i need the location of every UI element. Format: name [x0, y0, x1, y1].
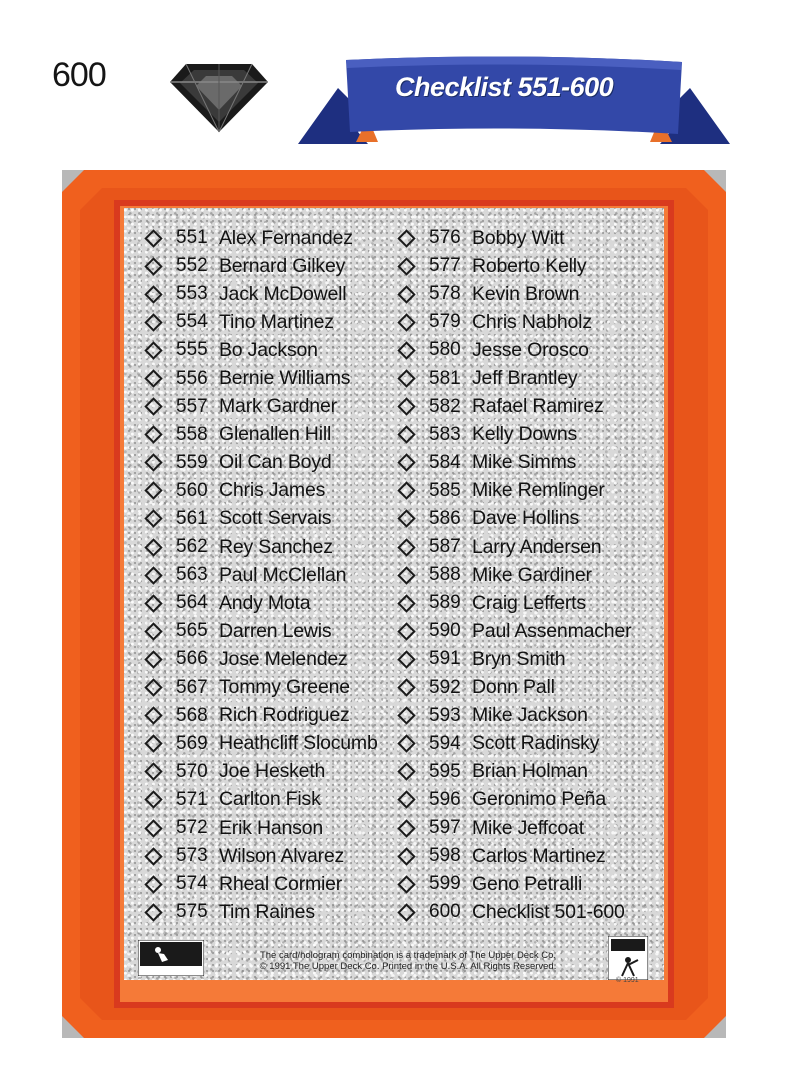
card-item-number: 552 [176, 255, 208, 277]
mlbpa-logo [608, 936, 648, 980]
checklist-item [397, 280, 631, 308]
checklist-item [397, 252, 631, 280]
player-name: Oil Can Boyd [219, 451, 332, 474]
checkbox-diamond-icon [397, 594, 415, 612]
card-item-number: 569 [176, 732, 208, 754]
checkbox-diamond-icon [144, 426, 162, 444]
player-name: Paul Assenmacher [472, 619, 632, 642]
checklist-item [144, 617, 378, 645]
checklist-item [397, 449, 631, 477]
checklist-item [397, 842, 631, 870]
checklist-item [144, 786, 378, 814]
checklist-item [144, 758, 378, 786]
player-name: Jack McDowell [219, 282, 347, 305]
checklist-item [144, 730, 378, 758]
player-name: Jeff Brantley [472, 367, 578, 390]
player-name: Wilson Alvarez [219, 844, 345, 867]
player-name: Craig Lefferts [472, 591, 586, 614]
checkbox-diamond-icon [144, 229, 162, 247]
checkbox-diamond-icon [144, 819, 162, 837]
checkbox-diamond-icon [144, 763, 162, 781]
checkbox-diamond-icon [397, 875, 415, 893]
checkbox-diamond-icon [144, 257, 162, 275]
checklist-item [144, 252, 378, 280]
checkbox-diamond-icon [397, 706, 415, 724]
player-name: Roberto Kelly [472, 254, 587, 277]
checklist-item [144, 561, 378, 589]
player-name: Bernie Williams [219, 367, 351, 390]
player-name: Bo Jackson [219, 338, 318, 361]
player-name: Chris Nabholz [472, 310, 592, 333]
player-name: Jesse Orosco [472, 338, 589, 361]
player-name: Darren Lewis [219, 619, 332, 642]
checkbox-diamond-icon [397, 678, 415, 696]
checklist-item [397, 364, 631, 392]
checklist-item [144, 364, 378, 392]
player-name: Joe Hesketh [219, 760, 326, 783]
checklist-item [397, 645, 631, 673]
checkbox-diamond-icon [397, 650, 415, 668]
checkbox-diamond-icon [397, 229, 415, 247]
checkbox-diamond-icon [397, 369, 415, 387]
checklist-item [144, 533, 378, 561]
checkbox-diamond-icon [397, 819, 415, 837]
card-item-number: 573 [176, 845, 208, 867]
checkbox-diamond-icon [144, 369, 162, 387]
checkbox-diamond-icon [397, 454, 415, 472]
checkbox-diamond-icon [144, 482, 162, 500]
checkbox-diamond-icon [397, 341, 415, 359]
checkbox-diamond-icon [144, 847, 162, 865]
card-item-number: 565 [176, 620, 208, 642]
player-name: Bernard Gilkey [219, 254, 346, 277]
checkbox-diamond-icon [144, 538, 162, 556]
card-item-number: 571 [176, 788, 208, 810]
card-item-number: 567 [176, 676, 208, 698]
card-item-number: 556 [176, 367, 208, 389]
card-item-number: 557 [176, 395, 208, 417]
player-name: Jose Melendez [219, 647, 348, 670]
card-item-number: 594 [429, 732, 461, 754]
player-name: Paul McClellan [219, 563, 347, 586]
checklist-item [144, 870, 378, 898]
checklist-item [397, 674, 631, 702]
checkbox-diamond-icon [144, 622, 162, 640]
card-item-number: 576 [429, 227, 461, 249]
card-item-number: 580 [429, 339, 461, 361]
card-item-number: 578 [429, 283, 461, 305]
card-item-number: 586 [429, 507, 461, 529]
player-name: Erik Hanson [219, 816, 324, 839]
card-item-number: 568 [176, 704, 208, 726]
player-name: Mike Simms [472, 451, 577, 474]
player-name: Mike Jeffcoat [472, 816, 584, 839]
legal-line-1: The card/hologram combination is a trademark of The Upper Deck Co. [259, 950, 557, 961]
player-name: Alex Fernandez [219, 226, 353, 249]
checkbox-diamond-icon [144, 791, 162, 809]
checklist-item [397, 561, 631, 589]
checklist-item [144, 308, 378, 336]
card-item-number: 575 [176, 901, 208, 923]
checkbox-diamond-icon [397, 510, 415, 528]
player-name: Tino Martinez [219, 310, 334, 333]
checklist-item [397, 589, 631, 617]
checklist-item [397, 421, 631, 449]
player-name: Larry Andersen [472, 535, 602, 558]
checkbox-diamond-icon [397, 903, 415, 921]
player-name: Tim Raines [219, 900, 315, 923]
checkbox-diamond-icon [144, 285, 162, 303]
card-item-number: 574 [176, 873, 208, 895]
card-item-number: 564 [176, 592, 208, 614]
checkbox-diamond-icon [144, 566, 162, 584]
checkbox-diamond-icon [397, 735, 415, 753]
mlb-logo [138, 940, 204, 976]
player-name: Geronimo Peña [472, 788, 606, 811]
checkbox-diamond-icon [397, 847, 415, 865]
banner-title: Checklist 551-600 [395, 72, 614, 102]
checkbox-diamond-icon [397, 426, 415, 444]
player-name: Chris James [219, 479, 326, 502]
card-item-number: 566 [176, 648, 208, 670]
card-item-number: 600 [429, 901, 461, 923]
checklist-item [397, 702, 631, 730]
card-item-number: 581 [429, 367, 461, 389]
checklist-item [144, 336, 378, 364]
checklist-item [397, 224, 631, 252]
checklist-item [144, 645, 378, 673]
player-name: Dave Hollins [472, 507, 580, 530]
checkbox-diamond-icon [397, 285, 415, 303]
player-name: Geno Petralli [472, 872, 583, 895]
checklist-item [397, 533, 631, 561]
checklist-item [397, 758, 631, 786]
checklist-item [397, 617, 631, 645]
card-item-number: 591 [429, 648, 461, 670]
card-item-number: 582 [429, 395, 461, 417]
card-item-number: 588 [429, 564, 461, 586]
checkbox-diamond-icon [144, 313, 162, 331]
checklist-item [144, 842, 378, 870]
player-name: Scott Radinsky [472, 732, 600, 755]
player-name: Glenallen Hill [219, 423, 332, 446]
legal-text [240, 950, 576, 972]
card-item-number: 555 [176, 339, 208, 361]
player-name: Tommy Greene [219, 676, 350, 699]
player-name: Kevin Brown [472, 282, 580, 305]
checklist-item [144, 589, 378, 617]
checklist-item [144, 674, 378, 702]
checkbox-diamond-icon [397, 763, 415, 781]
card-number: 600 [52, 56, 106, 94]
card-item-number: 559 [176, 451, 208, 473]
checkbox-diamond-icon [397, 313, 415, 331]
checklist-item [397, 786, 631, 814]
card-item-number: 590 [429, 620, 461, 642]
player-name: Rey Sanchez [219, 535, 333, 558]
player-name: Mike Remlinger [472, 479, 605, 502]
checklist-item [144, 898, 378, 926]
card-item-number: 595 [429, 760, 461, 782]
card-item-number: 589 [429, 592, 461, 614]
card-item-number: 597 [429, 817, 461, 839]
player-name: Donn Pall [472, 676, 555, 699]
checkbox-diamond-icon [397, 538, 415, 556]
checklist-item [397, 477, 631, 505]
checklist-item [397, 336, 631, 364]
mlbpa-mark: © 1991 [616, 977, 639, 984]
card-item-number: 596 [429, 788, 461, 810]
player-name: Bryn Smith [472, 647, 566, 670]
player-name: Carlton Fisk [219, 788, 321, 811]
checklist-item [144, 702, 378, 730]
checkbox-diamond-icon [144, 678, 162, 696]
player-name: Andy Mota [219, 591, 311, 614]
player-name: Mike Gardiner [472, 563, 592, 586]
card-item-number: 570 [176, 760, 208, 782]
card-item-number: 593 [429, 704, 461, 726]
checkbox-diamond-icon [144, 341, 162, 359]
card-item-number: 579 [429, 311, 461, 333]
legal-line-2: © 1991 The Upper Deck Co. Printed in the U.S.A. All Rights Reserved. [259, 961, 557, 972]
checkbox-diamond-icon [144, 650, 162, 668]
card-item-number: 563 [176, 564, 208, 586]
card-item-number: 561 [176, 507, 208, 529]
card-item-number: 560 [176, 479, 208, 501]
checklist-item [144, 814, 378, 842]
player-name: Rheal Cormier [219, 872, 343, 895]
checklist-left-column [144, 224, 378, 926]
checklist-item [397, 898, 631, 926]
checklist-item [397, 730, 631, 758]
player-name: Carlos Martinez [472, 844, 606, 867]
card-item-number: 598 [429, 845, 461, 867]
upper-deck-diamond-logo [164, 56, 274, 136]
player-name: Mike Jackson [472, 704, 588, 727]
checkbox-diamond-icon [144, 875, 162, 893]
card-item-number: 599 [429, 873, 461, 895]
card-item-number: 551 [176, 227, 208, 249]
checkbox-diamond-icon [397, 622, 415, 640]
card-item-number: 572 [176, 817, 208, 839]
checkbox-diamond-icon [397, 397, 415, 415]
player-name: Scott Servais [219, 507, 332, 530]
player-name: Rafael Ramirez [472, 395, 604, 418]
player-name: Brian Holman [472, 760, 588, 783]
checklist-right-column [397, 224, 631, 926]
checkbox-diamond-icon [144, 510, 162, 528]
card-item-number: 583 [429, 423, 461, 445]
card-item-number: 562 [176, 536, 208, 558]
checkbox-diamond-icon [144, 706, 162, 724]
card-item-number: 585 [429, 479, 461, 501]
checklist-item [397, 308, 631, 336]
checklist-item [397, 814, 631, 842]
player-name: Rich Rodriguez [219, 704, 350, 727]
checkbox-diamond-icon [144, 594, 162, 612]
card-item-number: 558 [176, 423, 208, 445]
checkbox-diamond-icon [397, 257, 415, 275]
card-item-number: 577 [429, 255, 461, 277]
card-item-number: 587 [429, 536, 461, 558]
card-item-number: 553 [176, 283, 208, 305]
player-name: Checklist 501-600 [472, 900, 625, 923]
checkbox-diamond-icon [144, 903, 162, 921]
checklist-item [144, 449, 378, 477]
checklist-item [397, 870, 631, 898]
checkbox-diamond-icon [144, 735, 162, 753]
checklist-panel [124, 208, 664, 980]
card-item-number: 592 [429, 676, 461, 698]
checkbox-diamond-icon [144, 454, 162, 472]
checkbox-diamond-icon [397, 566, 415, 584]
player-name: Bobby Witt [472, 226, 565, 249]
card-item-number: 554 [176, 311, 208, 333]
checklist-item [144, 505, 378, 533]
checklist-item [144, 393, 378, 421]
checkbox-diamond-icon [397, 791, 415, 809]
player-name: Kelly Downs [472, 423, 578, 446]
checklist-item [144, 280, 378, 308]
player-name: Mark Gardner [219, 395, 337, 418]
checklist-item [397, 393, 631, 421]
checklist-item [397, 505, 631, 533]
card-item-number: 584 [429, 451, 461, 473]
checkbox-diamond-icon [397, 482, 415, 500]
checklist-item [144, 421, 378, 449]
checkbox-diamond-icon [144, 397, 162, 415]
player-name: Heathcliff Slocumb [219, 732, 378, 755]
checklist-item [144, 224, 378, 252]
checklist-item [144, 477, 378, 505]
